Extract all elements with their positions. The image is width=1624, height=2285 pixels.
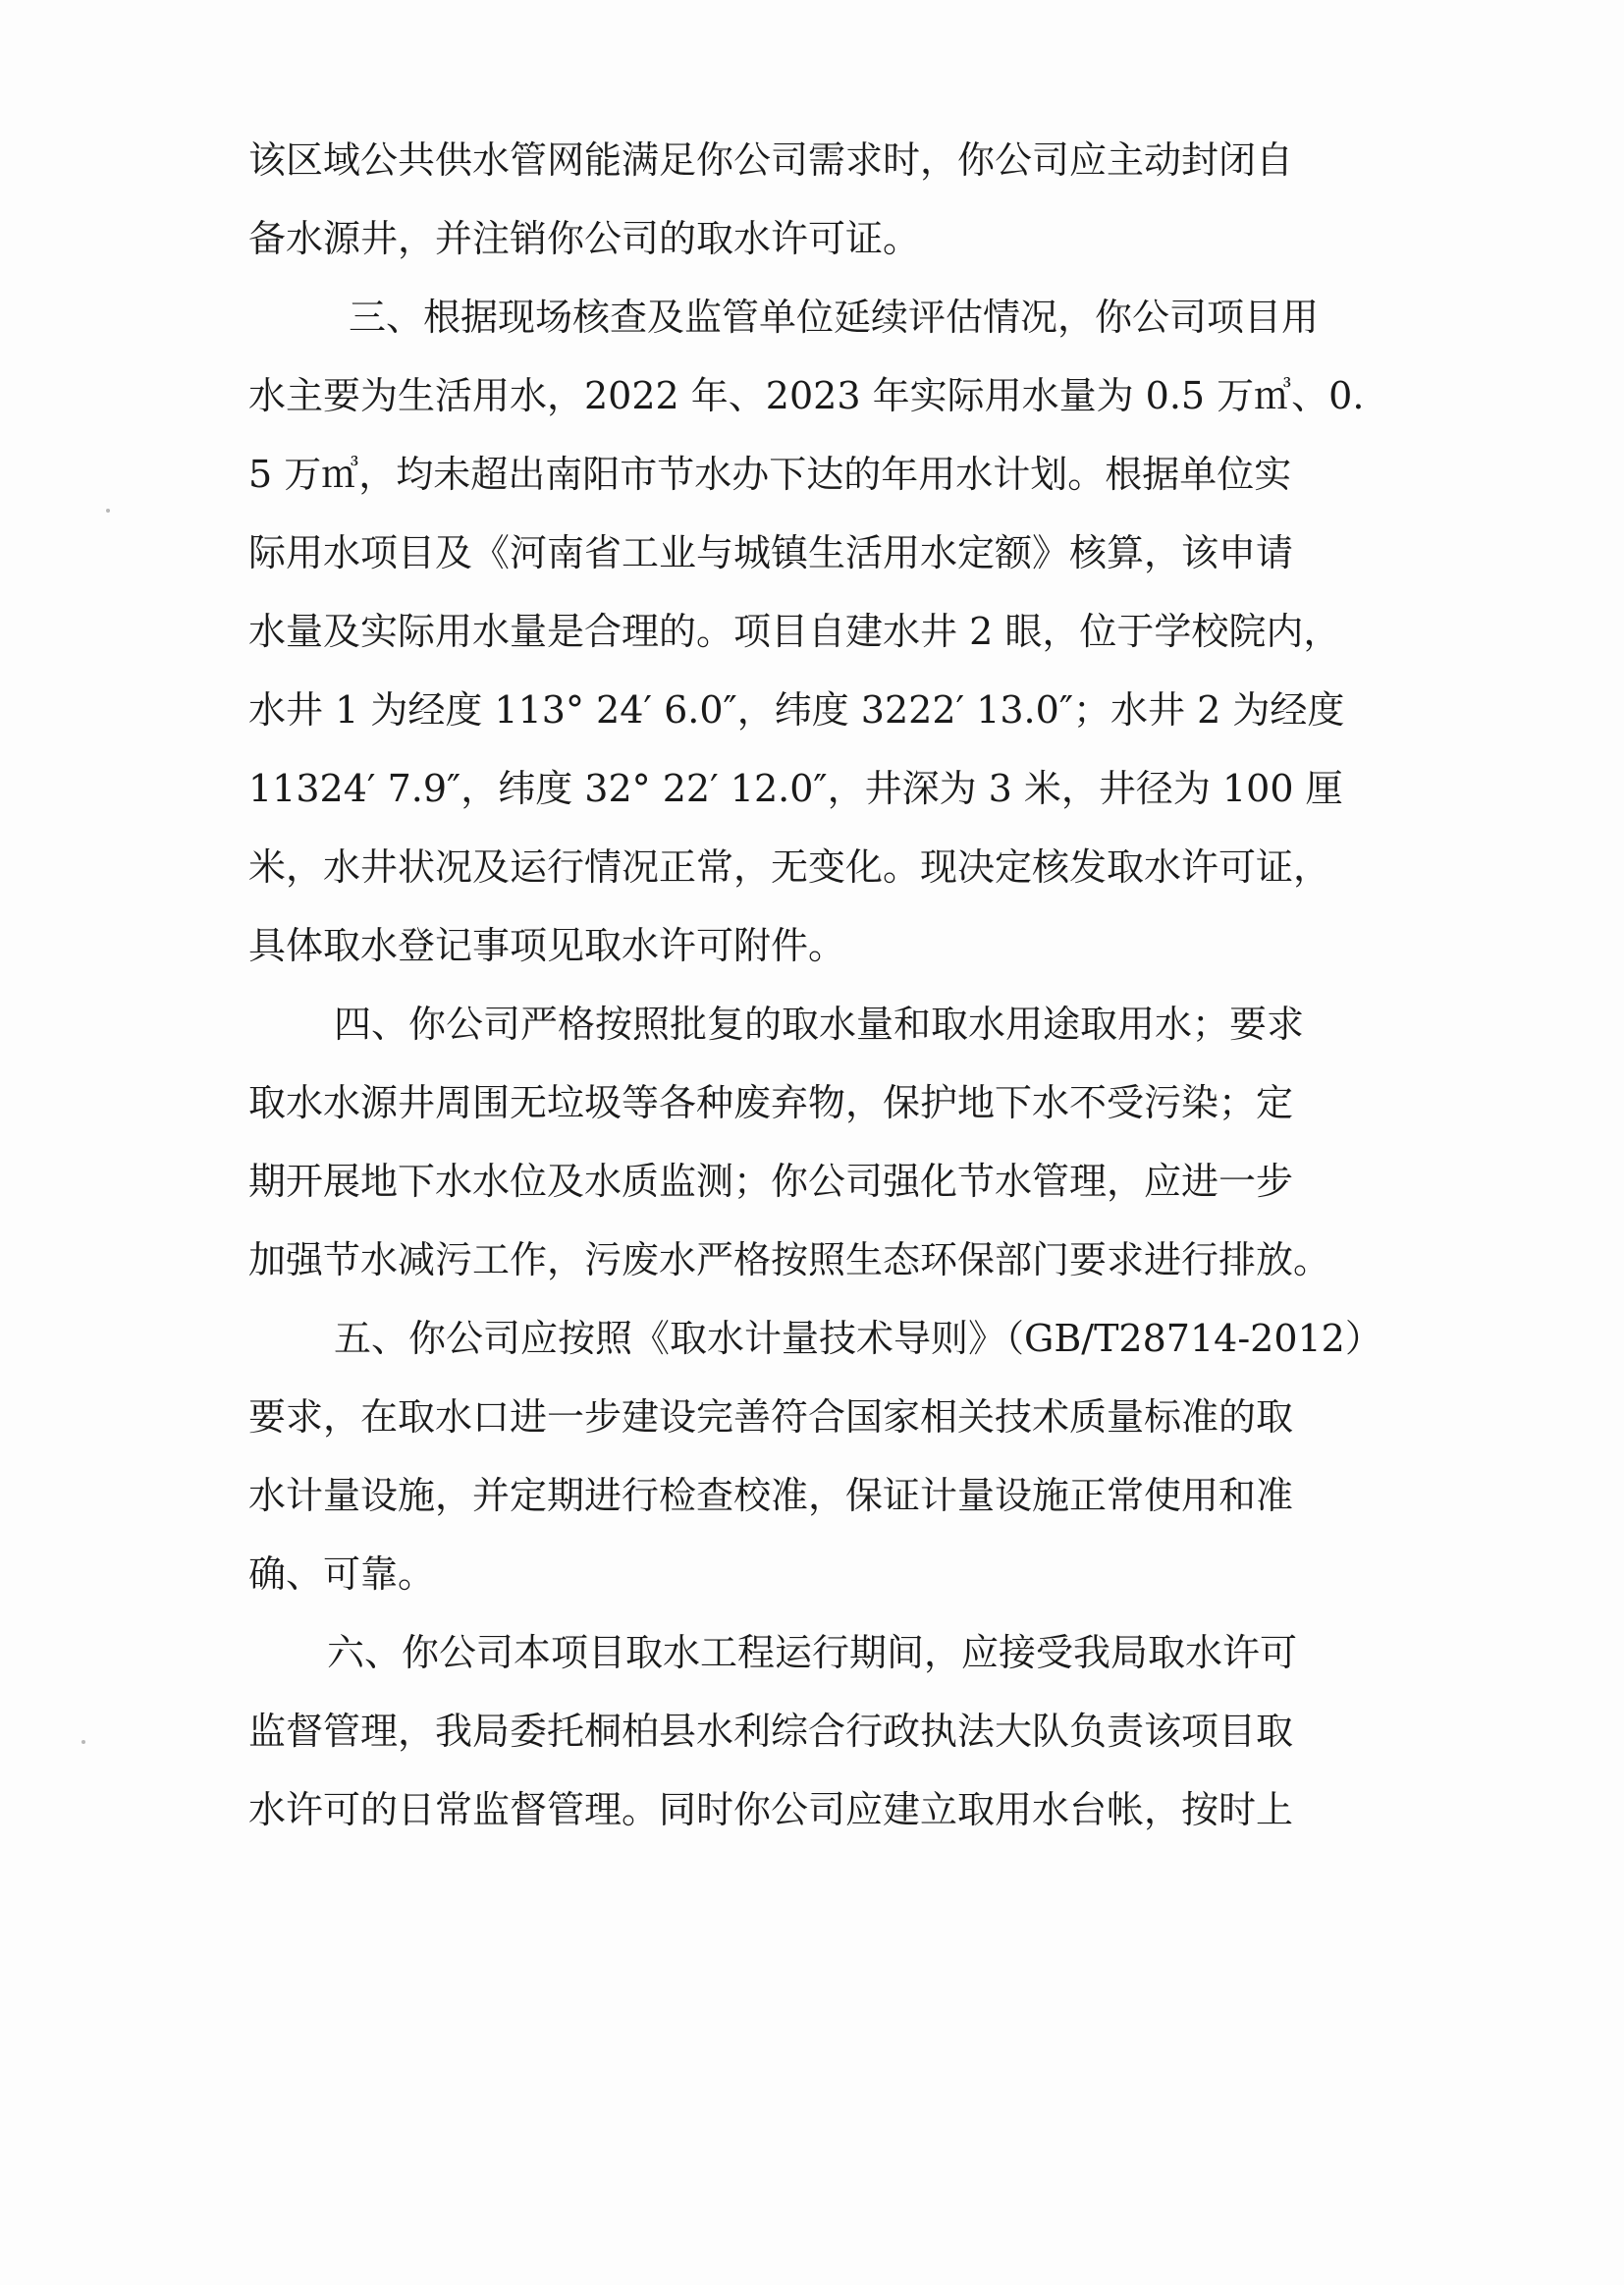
text-line-19: 确、可靠。	[248, 1552, 436, 1596]
text-line-17: 要求，在取水口进一步建设完善符合国家相关技术质量标准的取	[248, 1395, 1294, 1439]
text-line-11: 具体取水登记事项见取水许可附件。	[248, 924, 846, 967]
text-line-4: 水主要为生活用水，2022 年、2023 年实际用水量为 0.5 万㎥、0.	[248, 374, 1365, 417]
text-line-13: 取水水源井周围无垃圾等各种废弃物，保护地下水不受污染；定	[248, 1081, 1294, 1124]
text-line-12: 四、你公司严格按照批复的取水量和取水用途取用水；要求	[334, 1003, 1305, 1046]
text-line-20: 六、你公司本项目取水工程运行期间，应接受我局取水许可	[327, 1631, 1298, 1674]
text-line-5: 5 万㎥，均未超出南阳市节水办下达的年用水计划。根据单位实	[248, 453, 1292, 496]
text-line-14: 期开展地下水水位及水质监测；你公司强化节水管理，应进一步	[248, 1160, 1294, 1203]
text-line-18: 水计量设施，并定期进行检查校准，保证计量设施正常使用和准	[248, 1474, 1294, 1517]
text-line-1: 该区域公共供水管网能满足你公司需求时，你公司应主动封闭自	[248, 138, 1294, 182]
text-line-6: 际用水项目及《河南省工业与城镇生活用水定额》核算，该申请	[248, 531, 1294, 574]
text-line-9: 11324′ 7.9″，纬度 32° 22′ 12.0″，井深为 3 米，井径为 100 厘	[248, 767, 1343, 810]
scan-speck	[106, 509, 110, 513]
text-line-8: 水井 1 为经度 113° 24′ 6.0″，纬度 3222′ 13.0″；水井 2 为经度	[248, 688, 1345, 732]
text-line-16: 五、你公司应按照《取水计量技术导则》（GB/T28714-2012）	[334, 1317, 1382, 1360]
text-line-21: 监督管理，我局委托桐柏县水利综合行政执法大队负责该项目取	[248, 1710, 1294, 1753]
text-line-15: 加强节水减污工作，污废水严格按照生态环保部门要求进行排放。	[248, 1238, 1331, 1281]
text-line-7: 水量及实际用水量是合理的。项目自建水井 2 眼，位于学校院内，	[248, 610, 1341, 653]
text-line-22: 水许可的日常监督管理。同时你公司应建立取用水台帐，按时上	[248, 1788, 1294, 1831]
text-line-2: 备水源井，并注销你公司的取水许可证。	[248, 217, 921, 260]
text-line-3: 三、根据现场核查及监管单位延续评估情况，你公司项目用	[349, 296, 1320, 339]
text-line-10: 米，水井状况及运行情况正常，无变化。现决定核发取水许可证，	[248, 845, 1331, 889]
scan-speck	[81, 1740, 85, 1744]
